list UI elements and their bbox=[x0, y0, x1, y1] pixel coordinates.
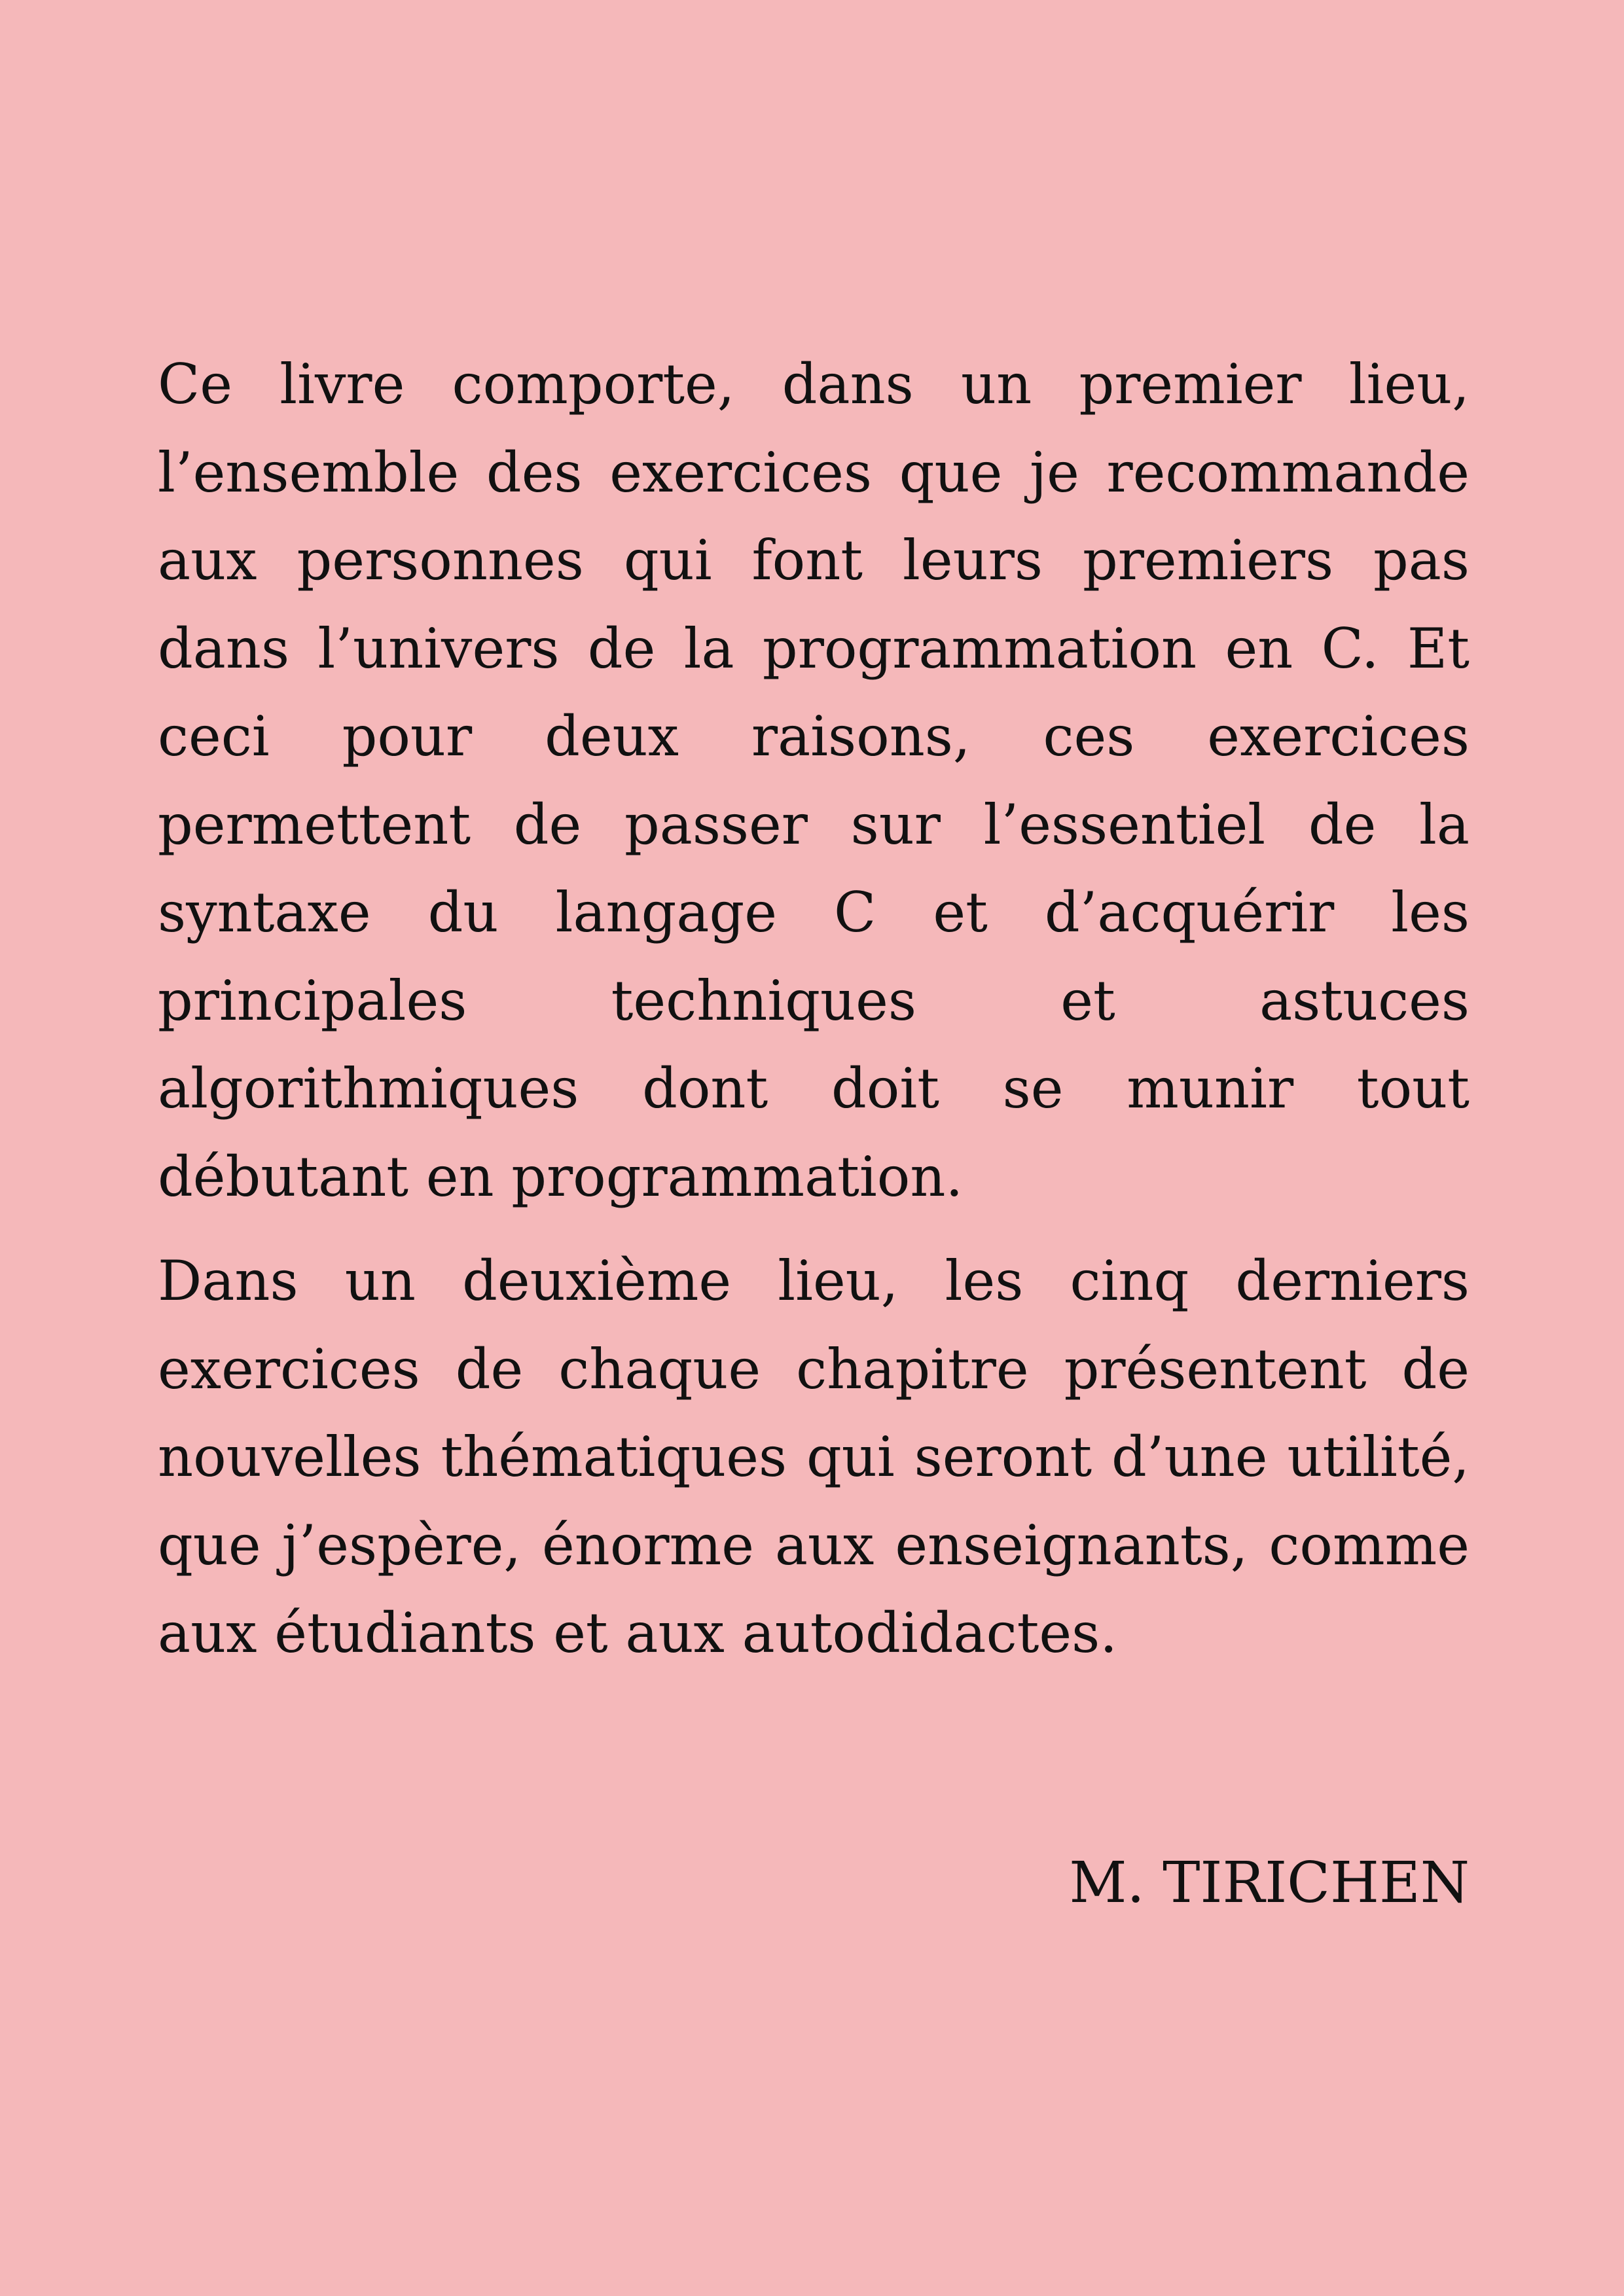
author-signature: M. TIRICHEN bbox=[1069, 1850, 1470, 1916]
text-line: exercices de chaque chapitre présentent de bbox=[158, 1336, 1470, 1401]
text-line: débutant en programmation. bbox=[158, 1144, 964, 1209]
text-line: nouvelles thématiques qui seront d’une utilité, bbox=[158, 1425, 1470, 1489]
text-line: Ce livre comporte, dans un premier lieu, bbox=[158, 352, 1470, 416]
text-line: algorithmiques dont doit se munir tout bbox=[158, 1056, 1470, 1121]
paragraph-2 bbox=[158, 1237, 1470, 1677]
text-line: syntaxe du langage C et d’acquérir les bbox=[158, 880, 1470, 944]
text-line: aux étudiants et aux autodidactes. bbox=[158, 1601, 1117, 1665]
paragraph-1 bbox=[158, 340, 1470, 1221]
body-text bbox=[158, 340, 1470, 1677]
text-line: dans l’univers de la programmation en C. Et bbox=[158, 616, 1470, 681]
text-line: aux personnes qui font leurs premiers pas bbox=[158, 528, 1470, 592]
text-line: permettent de passer sur l’essentiel de la bbox=[158, 792, 1470, 857]
text-line: l’ensemble des exercices que je recommande bbox=[158, 440, 1470, 505]
text-line: ceci pour deux raisons, ces exercices bbox=[158, 704, 1470, 768]
text-line: Dans un deuxième lieu, les cinq derniers bbox=[158, 1249, 1470, 1313]
text-line: que j’espère, énorme aux enseignants, comme bbox=[158, 1513, 1470, 1577]
text-line: principales techniques et astuces bbox=[158, 968, 1470, 1033]
